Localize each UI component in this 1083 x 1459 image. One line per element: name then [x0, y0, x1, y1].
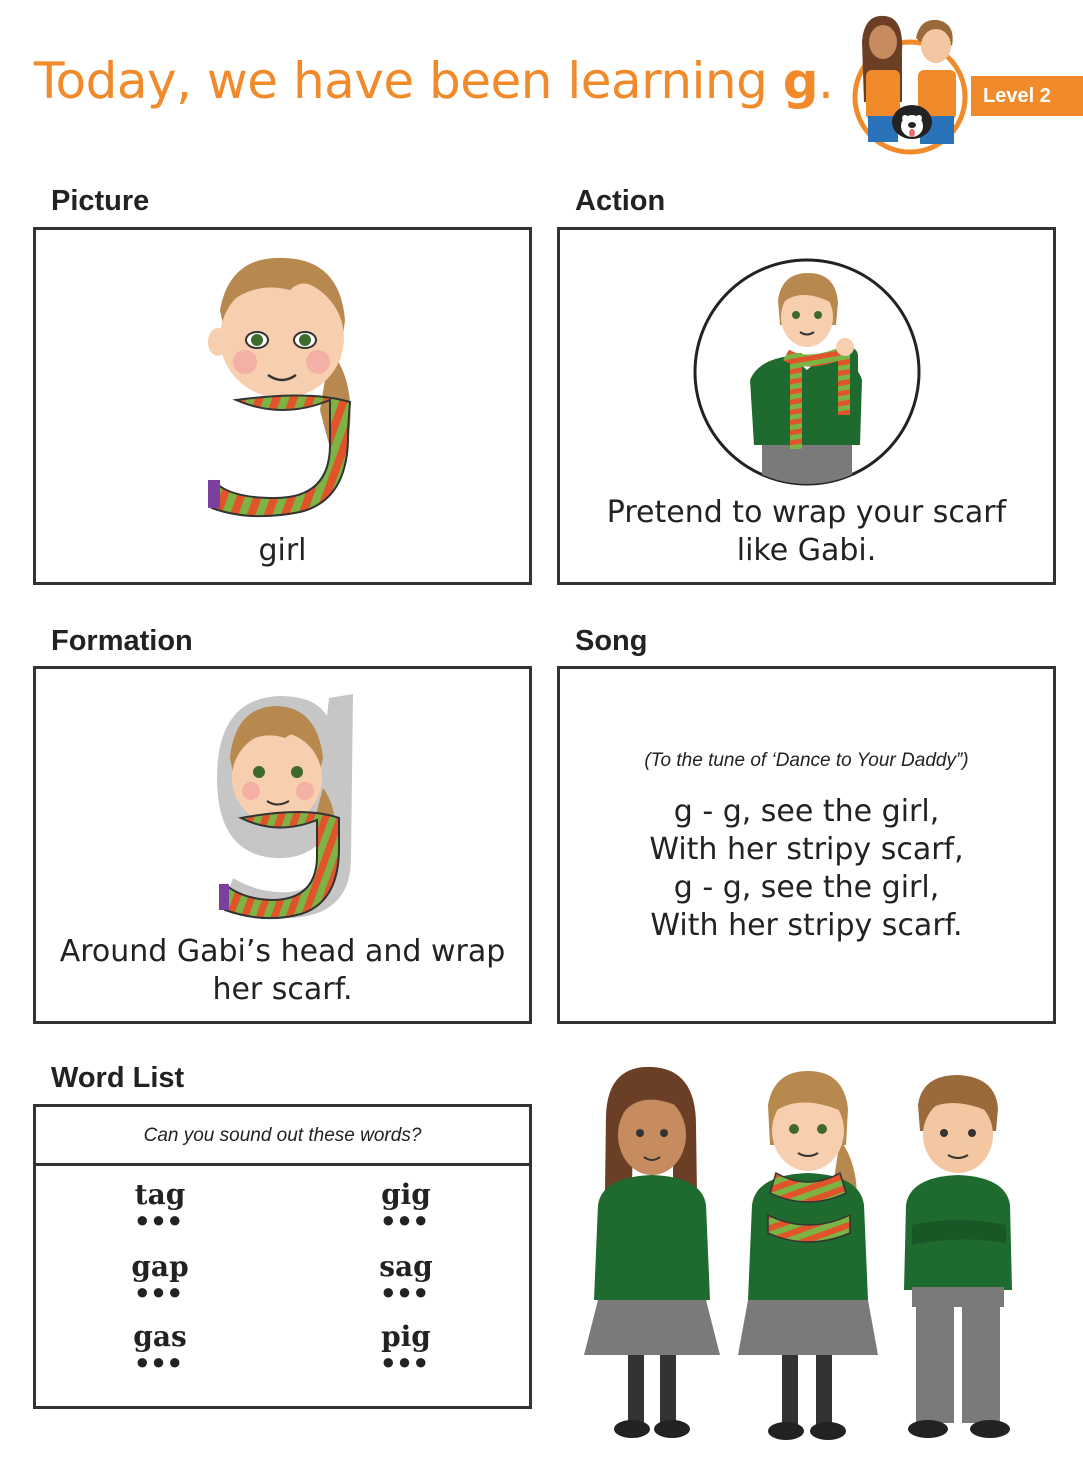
word-text: gig — [381, 1178, 431, 1211]
child-2 — [738, 1071, 878, 1440]
title-period: . — [818, 52, 834, 110]
song-heading: Song — [575, 625, 648, 657]
song-line: g - g, see the girl, — [673, 870, 940, 905]
word-item — [80, 1320, 240, 1374]
song-line: g - g, see the girl, — [673, 794, 940, 829]
sound-dots: ●●● — [381, 1279, 431, 1304]
picture-heading: Picture — [51, 185, 150, 217]
word-text: gap — [131, 1250, 189, 1283]
wrap-scarf-action-icon — [690, 255, 924, 489]
song-line: With her stripy scarf, — [649, 832, 964, 867]
action-caption-line-1: Pretend to wrap your scarf — [606, 495, 1007, 530]
word-text: tag — [134, 1178, 186, 1211]
title-letter: g — [782, 52, 819, 110]
formation-caption — [33, 933, 532, 1009]
word-text: sag — [379, 1250, 433, 1283]
song-lyrics — [557, 793, 1056, 945]
word-list-heading: Word List — [51, 1062, 185, 1094]
sound-dots: ●●● — [135, 1207, 185, 1232]
three-children-illustration-icon — [578, 1065, 1038, 1450]
word-item — [80, 1178, 240, 1232]
girl-letter-g-picture-icon — [190, 250, 380, 530]
letter-g-formation-icon — [205, 688, 360, 923]
page-title — [34, 52, 833, 110]
formation-caption-line-1: Around Gabi’s head and wrap — [59, 934, 506, 969]
formation-heading: Formation — [51, 625, 193, 657]
word-list-divider — [36, 1163, 529, 1166]
word-text: pig — [381, 1320, 431, 1353]
sound-dots: ●●● — [135, 1349, 185, 1374]
song-tune-note: (To the tune of ‘Dance to Your Daddy”) — [644, 750, 969, 771]
word-item — [80, 1250, 240, 1304]
word-item — [326, 1178, 486, 1232]
sound-dots: ●●● — [381, 1349, 431, 1374]
title-text: Today, we have been learning — [34, 52, 783, 110]
word-item — [326, 1320, 486, 1374]
sound-dots: ●●● — [381, 1207, 431, 1232]
song-line: With her stripy scarf. — [650, 908, 963, 943]
word-list-prompt: Can you sound out these words? — [143, 1125, 422, 1146]
child-3 — [904, 1075, 1012, 1438]
formation-caption-line-2: her scarf. — [212, 972, 353, 1007]
sound-dots: ●●● — [135, 1279, 185, 1304]
child-1 — [584, 1067, 720, 1438]
word-text: gas — [133, 1320, 187, 1353]
level-badge: Level 2 — [971, 76, 1083, 116]
word-item — [326, 1250, 486, 1304]
action-caption — [557, 494, 1056, 570]
action-caption-line-2: like Gabi. — [736, 533, 877, 568]
characters-logo-icon — [850, 12, 975, 157]
picture-caption: girl — [258, 533, 307, 568]
action-heading: Action — [575, 185, 666, 217]
